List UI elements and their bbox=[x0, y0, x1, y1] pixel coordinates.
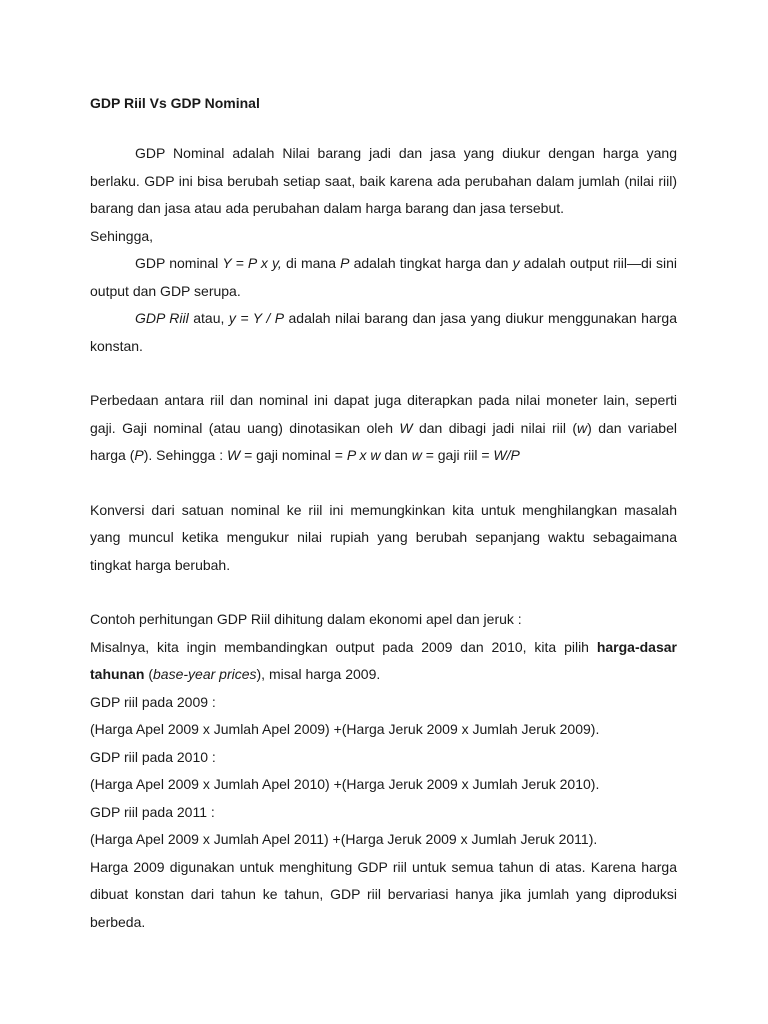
calc-label-2011: GDP riil pada 2011 : bbox=[90, 803, 215, 820]
document-title: GDP Riil Vs GDP Nominal bbox=[90, 95, 260, 111]
document-page bbox=[90, 92, 677, 936]
paragraph-konversi: Konversi dari satuan nominal ke riil ini memungkinkan kita untuk menghilangkan masalah yang muncul ketika mengukur nilai rupiah yang berubah sepanjang waktu sebagaimana tingkat harga berubah. bbox=[90, 501, 677, 573]
paragraph-sehingga: Sehingga, bbox=[90, 227, 154, 244]
paragraph-conclusion: Harga 2009 digunakan untuk menghitung GDP riil untuk semua tahun di atas. Karena harga dibuat konstan dari tahun ke tahun, GDP riil bervariasi hanya jika jumlah yang diproduksi berbeda. bbox=[90, 858, 677, 930]
calc-label-2009: GDP riil pada 2009 : bbox=[90, 693, 216, 710]
calc-formula-2011: (Harga Apel 2009 x Jumlah Apel 2011) +(Harga Jeruk 2009 x Jumlah Jeruk 2011). bbox=[90, 831, 598, 847]
paragraph-contoh: Contoh perhitungan GDP Riil dihitung dalam ekonomi apel dan jeruk : bbox=[90, 611, 522, 627]
paragraph-nominal-definition: GDP nominal Y = P x y, di mana P adalah tingkat harga dan y adalah output riil—di sini output dan GDP serupa. bbox=[90, 255, 677, 299]
paragraph-riil-definition: GDP Riil atau, y = Y / P adalah nilai barang dan jasa yang diukur menggunakan harga konstan. bbox=[90, 310, 677, 354]
calc-formula-2009: (Harga Apel 2009 x Jumlah Apel 2009) +(Harga Jeruk 2009 x Jumlah Jeruk 2009). bbox=[90, 721, 600, 737]
paragraph-gaji: Perbedaan antara riil dan nominal ini dapat juga diterapkan pada nilai moneter lain, seperti gaji. Gaji nominal (atau uang) dinotasikan oleh W dan dibagi jadi nilai riil (w) dan variabel harga (P). Sehingga : W = gaji nominal = P x w dan w = gaji riil = W/P bbox=[90, 392, 677, 463]
paragraph-gdp-nominal: GDP Nominal adalah Nilai barang jadi dan jasa yang diukur dengan harga yang berlaku. GDP ini bisa berubah setiap saat, baik karena ada perubahan dalam jumlah (nilai riil) barang dan jasa atau ada perubahan dalam harga barang dan jasa tersebut. bbox=[90, 145, 677, 216]
calc-label-2010: GDP riil pada 2010 : bbox=[90, 748, 216, 765]
calc-formula-2010: (Harga Apel 2009 x Jumlah Apel 2010) +(Harga Jeruk 2009 x Jumlah Jeruk 2010). bbox=[90, 776, 600, 792]
paragraph-misalnya: Misalnya, kita ingin membandingkan output pada 2009 dan 2010, kita pilih harga-dasar tahunan (base-year prices), misal harga 2009. bbox=[90, 638, 677, 682]
